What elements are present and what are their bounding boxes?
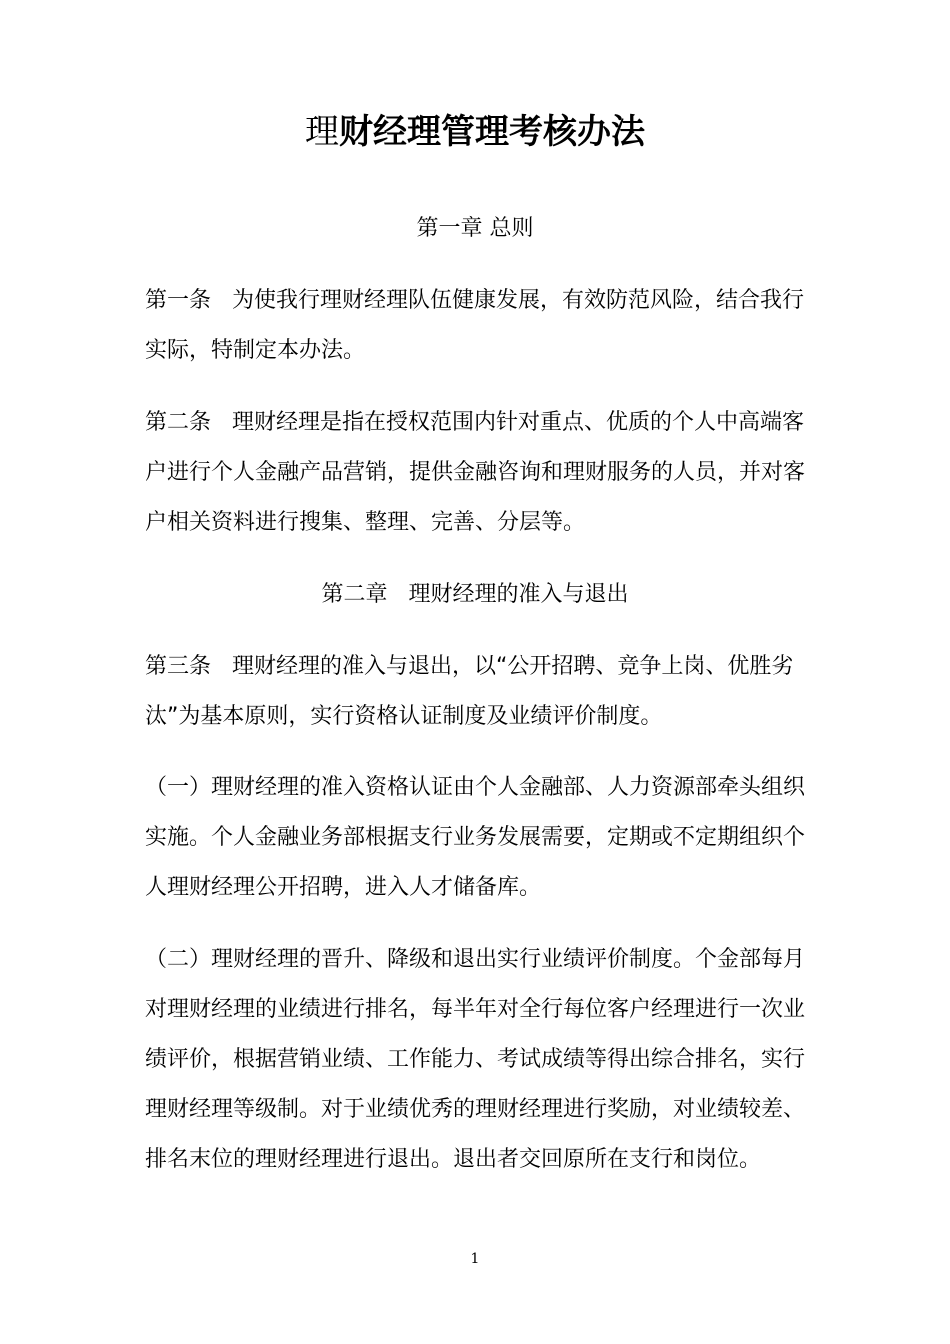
item-1-line: （一）理财经理的准入资格认证由个人金融部、人力资源部牵头组织 xyxy=(145,775,806,800)
article-3-line: 汰”为基本原则，实行资格认证制度及业绩评价制度。 xyxy=(145,704,663,729)
chapter-heading-1: 第一章 总则 xyxy=(416,216,534,241)
article-2-line: 户相关资料进行搜集、整理、完善、分层等。 xyxy=(145,510,586,535)
title-first-char: 理 xyxy=(305,112,339,152)
article-2 xyxy=(145,398,810,548)
page-number: 1 xyxy=(470,1251,480,1267)
article-2-line: 户进行个人金融产品营销，提供金融咨询和理财服务的人员，并对客 xyxy=(145,460,806,485)
article-3-line: 第三条 理财经理的准入与退出，以“公开招聘、竞争上岗、优胜劣 xyxy=(145,654,794,679)
title-rest: 财经理管理考核办法 xyxy=(339,112,645,152)
item-1-line: 人理财经理公开招聘，进入人才储备库。 xyxy=(145,875,542,900)
item-1 xyxy=(145,763,810,913)
article-1-line: 实际，特制定本办法。 xyxy=(145,338,366,363)
article-2-line: 第二条 理财经理是指在授权范围内针对重点、优质的个人中高端客 xyxy=(145,410,804,435)
item-2-line: 绩评价，根据营销业绩、工作能力、考试成绩等得出综合排名，实行 xyxy=(145,1047,806,1072)
item-2 xyxy=(145,935,810,1185)
article-1 xyxy=(145,276,810,376)
item-2-line: （二）理财经理的晋升、降级和退出实行业绩评价制度。个金部每月 xyxy=(145,947,806,972)
item-1-line: 实施。个人金融业务部根据支行业务发展需要，定期或不定期组织个 xyxy=(145,825,806,850)
article-3 xyxy=(145,642,810,742)
article-1-line: 第一条 为使我行理财经理队伍健康发展，有效防范风险，结合我行 xyxy=(145,288,804,313)
chapter-heading-2: 第二章 理财经理的准入与退出 xyxy=(321,582,629,607)
item-2-line: 对理财经理的业绩进行排名，每半年对全行每位客户经理进行一次业 xyxy=(145,997,806,1022)
item-2-line: 排名末位的理财经理进行退出。退出者交回原所在支行和岗位。 xyxy=(145,1147,762,1172)
item-2-line: 理财经理等级制。对于业绩优秀的理财经理进行奖励，对业绩较差、 xyxy=(145,1097,806,1122)
document-title xyxy=(0,110,950,154)
